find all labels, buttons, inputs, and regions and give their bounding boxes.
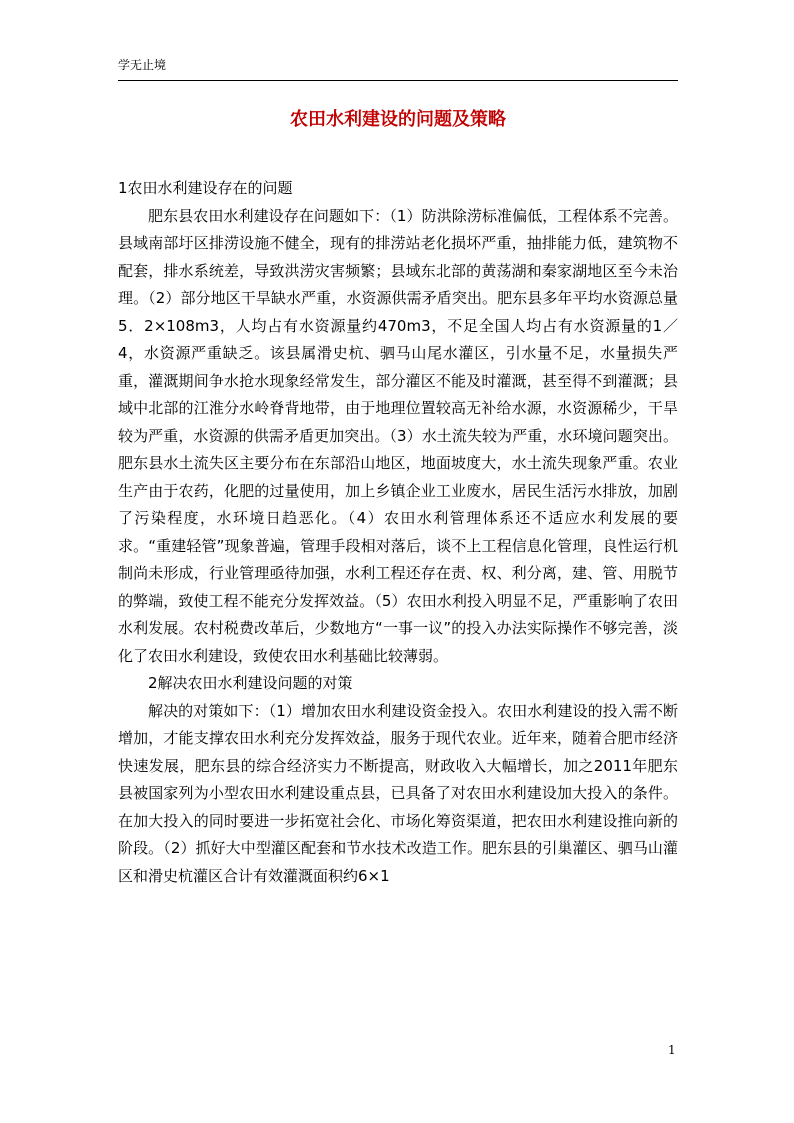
page-number: 1 xyxy=(668,1043,676,1057)
section-heading-1: 1农田水利建设存在的问题 xyxy=(118,179,293,197)
document-body xyxy=(118,175,678,890)
document-title: 农田水利建设的问题及策略 xyxy=(290,109,506,130)
section-heading-2: 2解决农田水利建设问题的对策 xyxy=(148,674,353,692)
section-paragraph-1: 肥东县农田水利建设存在问题如下：（1）防洪除涝标准偏低，工程体系不完善。县域南部圩区排涝设施不健全，现有的排涝站老化损坏严重，抽排能力低，建筑物不配套，排水系统差，导致洪涝灾害频繁；县域东北部的黄荡湖和秦家湖地区至今未治理。（2）部分地区干旱缺水严重，水资源供需矛盾突出。肥东县多年平均水资源总量5．2×108m3，人均占有水资源量约470m3，不足全国人均占有水资源量的1／4，水资源严重缺乏。该县属滑史杭、驷马山尾水灌区，引水量不足，水量损失严重，灌溉期间争水抢水现象经常发生，部分灌区不能及时灌溉，甚至得不到灌溉；县域中北部的江淮分水岭脊背地带，由于地理位置较高无补给水源，水资源稀少，干旱较为严重，水资源的供需矛盾更加突出。（3）水土流失较为严重，水环境问题突出。肥东县水土流失区主要分布在东部沿山地区，地面坡度大，水土流失现象严重。农业生产由于农药，化肥的过量使用，加上乡镇企业工业废水，居民生活污水排放，加剧了污染程度，水环境日趋恶化。（4）农田水利管理体系还不适应水利发展的要求。“重建轻管”现象普遍，管理手段相对落后，谈不上工程信息化管理，良性运行机制尚未形成，行业管理亟待加强，水利工程还存在责、权、利分离，建、管、用脱节的弊端，致使工程不能充分发挥效益。（5）农田水利投入明显不足，严重影响了农田水利发展。农村税费改革后，少数地方“一事一议”的投入办法实际操作不够完善，淡化了农田水利建设，致使农田水利基础比较薄弱。 xyxy=(118,206,678,665)
header-divider xyxy=(118,80,678,81)
page-header: 学无止境 xyxy=(118,58,167,72)
section-paragraph-2: 解决的对策如下：（1）增加农田水利建设资金投入。农田水利建设的投入需不断增加，才能支撑农田水利充分发挥效益，服务于现代农业。近年来，随着合肥市经济快速发展，肥东县的综合经济实力不断提高，财政收入大幅增长，加之2011年肥东县被国家列为小型农田水利建设重点县，已具备了对农田水利建设加大投入的条件。在加大投入的同时要进一步拓宽社会化、市场化筹资渠道，把农田水利建设推向新的阶段。（2）抓好大中型灌区配套和节水技术改造工作。肥东县的引巢灌区、驷马山灌区和滑史杭灌区合计有效灌溉面积约6×1 xyxy=(118,701,678,885)
